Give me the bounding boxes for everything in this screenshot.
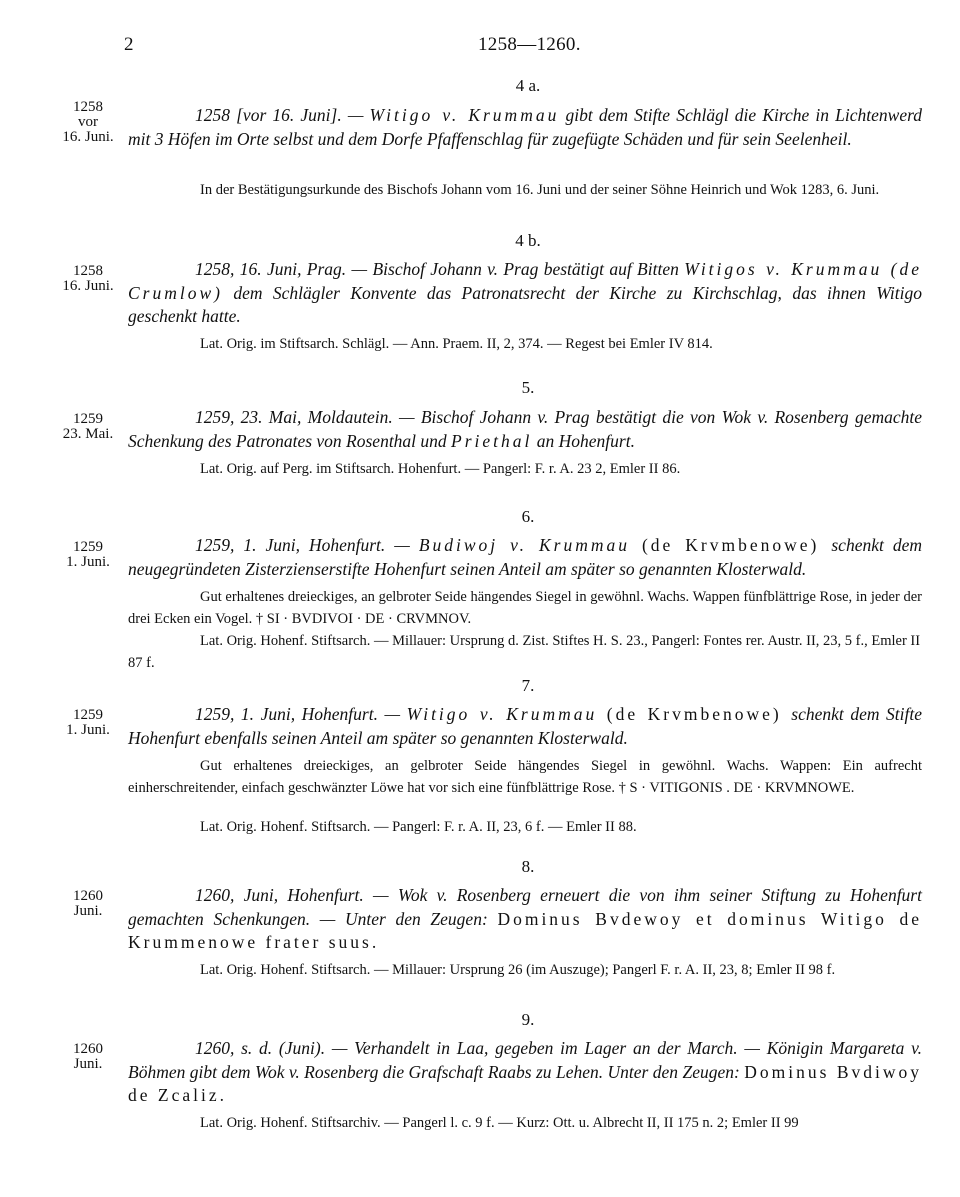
margin-date: 1259 1. Juni. [66,707,110,738]
page-header [0,34,960,58]
margin-date: 1259 1. Juni. [66,539,110,570]
regest-source: Lat. Orig. Hohenf. Stiftsarch. — Millauer: Ursprung 26 (im Auszuge); Pangerl F. r. A. II, 23, 8; Emler II 98 f. [200,962,836,978]
regest-number: 4 a. [515,76,541,95]
regest-summary: 1260, Juni, Hohenfurt. — Wok v. Rosenberg erneuert die von ihm seiner Stiftung zu Hohenfurt gemachten Schenkungen. — Unter den Zeugen: Dominus Bvdewoy et dominus Witigo de Krummenowe frater suus. [128,885,922,952]
running-head: 1258—1260. [478,34,581,55]
regest-source: Lat. Orig. im Stiftsarch. Schlägl. — Ann. Praem. II, 2, 374. — Regest bei Emler IV 814. [200,336,713,352]
page-number: 2 [124,34,134,55]
regest-summary: 1259, 23. Mai, Moldautein. — Bischof Johann v. Prag bestätigt die von Wok v. Rosenberg gemachte Schenkung des Patronates von Rosenthal und Priethal an Hohenfurt. [128,407,923,451]
regest-number: 7. [521,676,535,695]
regest-number: 4 b. [515,231,541,250]
regest-number: 8. [521,857,535,876]
regest-note: Gut erhaltenes dreieckiges, an gelbroter Seide hängendes Siegel in gewöhnl. Wachs. Wappen fünfblättrige Rose, in jeder der drei Ecken ein Vogel. † SI · BVDIVOI · DE · CRVMNOV. [128,589,922,627]
regest-number: 6. [521,507,535,526]
regest-source: Lat. Orig. Hohenf. Stiftsarchiv. — Pangerl l. c. 9 f. — Kurz: Ott. u. Albrecht II, II 175 n. 2; Emler II 99 [200,1115,799,1131]
regest-note: Gut erhaltenes dreieckiges, an gelbroter Seide hängendes Siegel in gewöhnl. Wachs. Wappen: Ein aufrecht einherschreitender, einfach geschwänzter Löwe hat vor sich eine fünfblättrige Rose. † S · VITIGONIS . DE · KRVMNOWE. [128,758,922,796]
margin-date: 1258 vor 16. Juni. [62,99,114,145]
regest-summary: 1258 [vor 16. Juni]. — Witigo v. Krummau gibt dem Stifte Schlägl die Kirche in Lichtenwerd mit 3 Höfen im Orte selbst und dem Dorfe Pfaffenschlag für zugefügte Schäden und für sein Seelenheil. [128,105,923,149]
regest-number: 9. [521,1010,535,1029]
regest-source: Lat. Orig. Hohenf. Stiftsarch. — Millauer: Ursprung d. Zist. Stiftes H. S. 23., Pangerl: Fontes rer. Austr. II, 23, 5 f., Emler II 87 f. [128,633,921,671]
regest-number: 5. [521,378,535,397]
margin-date: 1260 Juni. [73,888,103,919]
margin-date: 1260 Juni. [73,1041,103,1072]
regest-summary: 1259, 1. Juni, Hohenfurt. — Witigo v. Krummau (de Krvmbenowe) schenkt dem Stifte Hohenfurt ebenfalls seinen Anteil am später so genannten Klosterwald. [128,704,922,748]
regest-source: Lat. Orig. Hohenf. Stiftsarch. — Pangerl: F. r. A. II, 23, 6 f. — Emler II 88. [200,819,637,835]
regest-summary: 1260, s. d. (Juni). — Verhandelt in Laa, gegeben im Lager an der March. — Königin Margareta v. Böhmen gibt dem Wok v. Rosenberg die Grafschaft Raabs zu Lehen. Unter den Zeugen: Dominus Bvdiwoy de Zcaliz. [128,1038,923,1105]
regest-source: Lat. Orig. auf Perg. im Stiftsarch. Hohenfurt. — Pangerl: F. r. A. 23 2, Emler II 86. [200,461,681,477]
regest-note: In der Bestätigungsurkunde des Bischofs Johann vom 16. Juni und der seiner Söhne Heinrich und Wok 1283, 6. Juni. [200,182,880,198]
regest-summary: 1259, 1. Juni, Hohenfurt. — Budiwoj v. Krummau (de Krvmbenowe) schenkt dem neugegründeten Zisterzienserstifte Hohenfurt seinen Anteil am später so genannten Klosterwald. [128,535,922,579]
margin-date: 1259 23. Mai. [62,411,114,442]
regest-summary: 1258, 16. Juni, Prag. — Bischof Johann v. Prag bestätigt auf Bitten Witigos v. Krummau (de Crumlow) dem Schlägler Konvente das Patronatsrecht der Kirche zu Kirchschlag, das ihnen Witigo geschenkt hatte. [128,259,922,326]
margin-date: 1258 16. Juni. [62,263,114,294]
